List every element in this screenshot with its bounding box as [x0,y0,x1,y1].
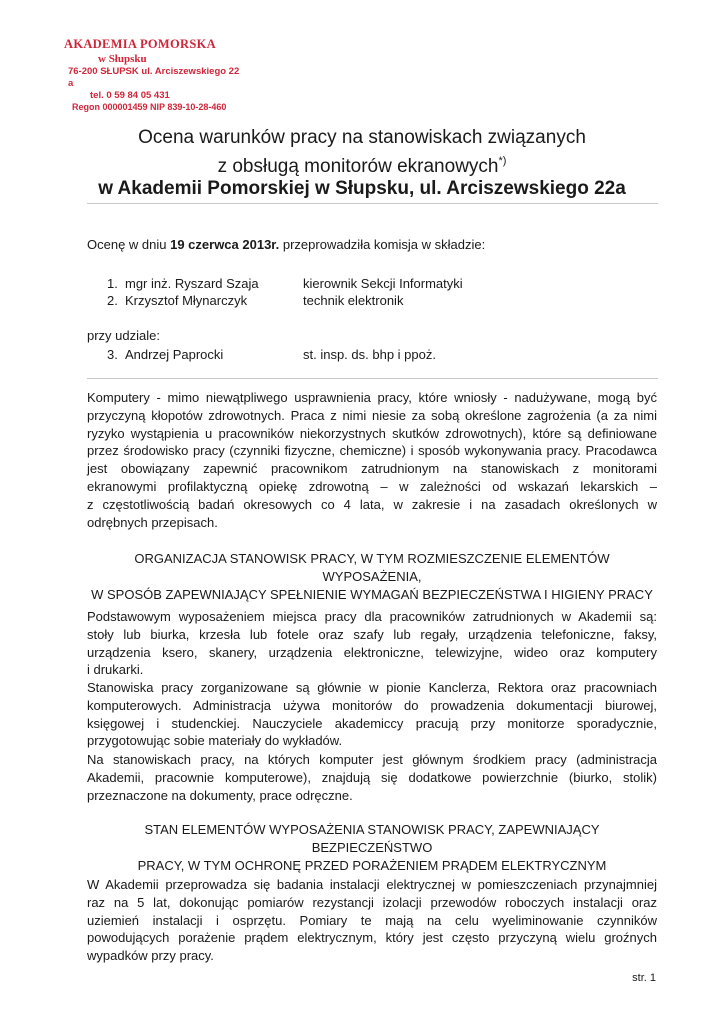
stamp-line: AKADEMIA POMORSKA [64,37,216,51]
paragraph-equipment [87,608,657,679]
text-line: przez środowisko pracy (czynniki fizyczne, chemiczne) i sposób wykonywania pracy. Pracodawca [87,443,657,459]
document-title-line2 [60,150,664,178]
text-line: wypadków przy pracy. [87,948,214,964]
member-name: Krzysztof Młynarczyk [125,293,248,308]
member-role: technik elektronik [303,293,404,308]
intro-prefix: Ocenę w dniu [87,237,171,252]
footnote-marker: *) [498,155,507,167]
participation-label: przy udziale: [87,328,160,343]
paragraph-workstations [87,679,657,750]
text-line: przyczyną kłopotów zdrowotnych. Praca z nimi niesie za sobą określone zagrożenia (a za nimi [87,407,657,423]
paragraph-electrical [87,876,657,965]
text-line: komputerowych. Administracja używa monitorów do prowadzenia dokumentacji biurowej, [87,697,657,713]
text-line: i drukarki. [87,662,144,678]
text-line: jest obowiązany zapewnić pracownikom zatrudnionym na stanowiskach z monitorami [87,461,657,477]
text-line: stoły lub biurka, krzesła lub fotele oraz szafy lub regały, urządzenia telefoniczne, faksy, [87,626,657,642]
document-title-line3: w Akademii Pomorskiej w Słupsku, ul. Arciszewskiego 22a [98,178,626,199]
text-line: powodujących porażenie prądem elektrycznym, który jest często przyczyną wielu groźnych [87,930,657,946]
heading-line: STAN ELEMENTÓW WYPOSAŻENIA STANOWISK PRACY, ZAPEWNIAJĄCY BEZPIECZEŃSTWO [144,822,600,855]
paragraph-health [87,389,657,531]
text-line: przygotowując sobie materiały do wykładów. [87,733,343,749]
title-text: z obsługą monitorów ekranowych [217,156,499,177]
text-line: księgowej i studenckiej. Nauczyciele akademiccy pracują przy monitorze sporadycznie, [87,715,657,731]
member-name: mgr inż. Ryszard Szaja [125,276,259,291]
member-number: 1. [107,276,118,291]
heading-line: W SPOSÓB ZAPEWNIAJĄCY SPEŁNIENIE WYMAGAŃ BEZPIECZEŃSTWA I HIGIENY PRACY [91,586,653,602]
stamp-line: tel. 0 59 84 05 431 [90,90,170,102]
text-line: odrębnych przepisach. [87,514,218,530]
heading-line: PRACY, W TYM OCHRONĘ PRZED PORAŻENIEM PRĄDEM ELEKTRYCZNYM [137,857,607,873]
paragraph-surfaces [87,751,657,804]
institution-stamp [64,37,240,113]
text-line: raz na 5 lat, dokonując pomiarów rezystancji izolacji przewodów roboczych instalacji oraz [87,894,657,910]
text-line: Akademii, pracownie komputerowe), znajdują się dodatkowe powierzchnie (biurko, stolik) [87,769,657,785]
divider [87,203,658,204]
member-role: kierownik Sekcji Informatyki [303,276,463,291]
text-line: Komputery - mimo niewątpliwego usprawnienia pracy, które wniosły - nadużywane, mogą być [87,390,657,405]
stamp-line: w Słupsku [98,52,147,65]
inspection-date: 19 czerwca 2013r. [170,237,280,252]
text-line: ryzyko wystąpienia u pracowników niekorzystnych skutków zdrowotnych), które są definiowane [87,425,657,441]
text-line: z częstotliwością badań okresowych co 4 lata, w zakresie i na zasadach określonych w [87,496,657,512]
member-number: 2. [107,293,118,308]
text-line: Podstawowym wyposażeniem miejsca pracy dla pracowników zatrudnionych w Akademii są: [87,609,657,624]
intro-suffix: przeprowadziła komisja w składzie: [279,237,486,252]
text-line: ekranowymi profilaktyczną opiekę zdrowotną – w zależności od wskazań lekarskich – [87,478,657,494]
stamp-line: 76-200 SŁUPSK ul. Arciszewskiego 22 a [68,66,240,90]
text-line: W Akademii przeprowadza się badania instalacji elektrycznej w pomieszczeniach przynajmniej [87,877,657,892]
section-heading-organization [87,550,657,603]
text-line: Stanowiska pracy zorganizowane są głównie w pionie Kanclerza, Rektora oraz pracowniach [87,680,657,695]
page-number: str. 1 [632,972,656,984]
text-line: przeznaczone na dokumenty, prace odręczne. [87,787,353,803]
section-heading-electrical [87,821,657,874]
text-line: Na stanowiskach pracy, na których komputer jest głównym środkiem pracy (administracja [87,752,657,767]
heading-line: ORGANIZACJA STANOWISK PRACY, W TYM ROZMIESZCZENIE ELEMENTÓW WYPOSAŻENIA, [134,551,610,584]
member-name: Andrzej Paprocki [125,347,224,362]
divider [87,378,658,379]
member-role: st. insp. ds. bhp i ppoż. [303,347,436,362]
intro-text [87,236,485,254]
member-number: 3. [107,347,118,362]
text-line: urządzenia ksero, skanery, urządzenia elektroniczne, telewizyjne, wideo oraz komputery [87,644,657,660]
document-title-line1: Ocena warunków pracy na stanowiskach związanych [138,127,586,148]
stamp-line: Regon 000001459 NIP 839-10-28-460 [72,102,227,112]
text-line: uziemień instalacji i osprzętu. Pomiary te mają na celu wyeliminowanie czynników [87,912,657,928]
